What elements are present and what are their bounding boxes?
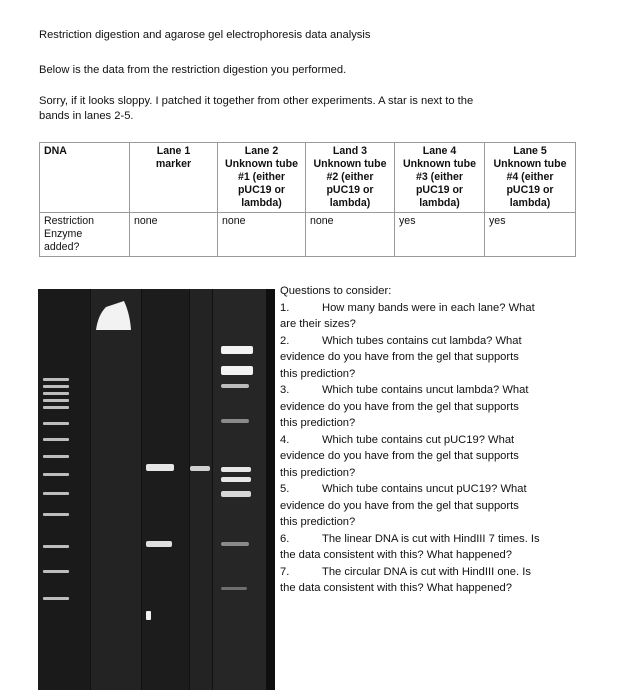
enzyme-header-line-2: Enzyme — [44, 228, 83, 240]
page-title: Restriction digestion and agarose gel electrophoresis data analysis — [39, 29, 371, 41]
lane-3-name: Land 3 — [332, 145, 368, 157]
lane-2-enzyme: none — [218, 213, 306, 257]
question-text: Which tube contains uncut pUC19? What — [322, 483, 527, 495]
question-text: the data consistent with this? What happened? — [280, 549, 512, 561]
lane-3-desc-3: pUC19 or — [326, 184, 374, 196]
question-text: evidence do you have from the gel that supports — [280, 499, 519, 512]
enzyme-header-line-3: added? — [44, 241, 80, 253]
lane-1-header — [130, 143, 218, 213]
question-text: The circular DNA is cut with HindIII one. Is — [322, 565, 531, 578]
question-text: evidence do you have from the gel that supports — [280, 400, 519, 413]
lane-4-desc-1: Unknown tube — [403, 158, 476, 170]
lane-2-desc-2: #1 (either — [237, 171, 286, 183]
intro-text: Below is the data from the restriction digestion you performed. — [39, 64, 347, 76]
question-text: the data consistent with this? What happened? — [280, 582, 512, 594]
enzyme-header-line-1: Restriction — [44, 215, 95, 227]
lane-5-desc-4: lambda) — [509, 197, 551, 209]
lane-4-desc-4: lambda) — [419, 197, 460, 209]
gel-photo — [38, 289, 275, 690]
enzyme-row — [40, 213, 576, 257]
lane-2-desc-4: lambda) — [241, 197, 282, 209]
lane-3-enzyme: none — [306, 213, 395, 257]
question-5 — [280, 481, 580, 531]
lane-3-band-2 — [146, 541, 172, 547]
lane-5-enzyme: yes — [485, 213, 576, 257]
question-6 — [280, 531, 580, 564]
lane-3-header — [306, 143, 395, 213]
lane-4-desc-3: pUC19 or — [415, 184, 464, 196]
question-text: evidence do you have from the gel that supports — [280, 351, 519, 363]
lane-4-band — [190, 466, 210, 471]
lane-3-desc-2: #2 (either — [326, 171, 374, 183]
question-number: 2. — [280, 334, 290, 347]
lane-2-header — [218, 143, 306, 213]
question-1 — [280, 300, 580, 333]
question-text: Which tube contains cut pUC19? What — [322, 433, 515, 446]
question-3 — [280, 382, 580, 432]
dna-row — [40, 143, 576, 213]
lane-5-header — [485, 143, 576, 213]
lane-1-enzyme: none — [130, 213, 218, 257]
gel-image — [38, 289, 275, 690]
question-number: 6. — [280, 532, 290, 545]
lane-4-name: Lane 4 — [422, 145, 457, 157]
lane-4-enzyme: yes — [395, 213, 485, 257]
lane-4-header — [395, 143, 485, 213]
lane-2-desc-3: pUC19 or — [237, 184, 286, 196]
question-number: 4. — [280, 433, 290, 446]
lane-1-desc: marker — [155, 158, 192, 170]
lane-5-desc-2: #4 (either — [506, 171, 554, 183]
question-text: this prediction? — [280, 516, 356, 528]
question-number: 3. — [280, 384, 290, 396]
question-text: Which tubes contains cut lambda? What — [322, 334, 522, 347]
lane-3-desc-4: lambda) — [329, 197, 371, 209]
lane-5-desc-1: Unknown tube — [493, 158, 567, 170]
lane-3-band-1 — [146, 464, 174, 471]
question-number: 7. — [280, 565, 290, 578]
question-text: this prediction? — [280, 417, 356, 429]
question-7 — [280, 564, 580, 597]
note-line-1: Sorry, if it looks sloppy. I patched it together from other experiments. A star is next to the — [39, 95, 474, 107]
questions-section — [280, 283, 580, 597]
dna-row-header: DNA — [40, 143, 130, 213]
question-text: How many bands were in each lane? What — [322, 301, 535, 314]
lane-4-desc-2: #3 (either — [415, 171, 464, 183]
question-2 — [280, 333, 580, 383]
question-text: this prediction? — [280, 466, 356, 479]
lane-2-name: Lane 2 — [244, 145, 279, 157]
question-text: evidence do you have from the gel that supports — [280, 450, 519, 462]
note-line-2: bands in lanes 2-5. — [39, 110, 134, 122]
question-text: Which tube contains uncut lambda? What — [322, 384, 529, 396]
lane-2-desc-1: Unknown tube — [225, 158, 298, 170]
lane-5-desc-3: pUC19 or — [506, 184, 554, 196]
question-text: this prediction? — [280, 367, 356, 380]
question-text: The linear DNA is cut with HindIII 7 times. Is — [322, 532, 540, 545]
lane-1-name: Lane 1 — [156, 145, 191, 157]
lane-3-desc-1: Unknown tube — [313, 158, 387, 170]
question-4 — [280, 432, 580, 482]
question-number: 5. — [280, 483, 290, 495]
enzyme-row-header — [40, 213, 130, 257]
lane-5-name: Lane 5 — [513, 145, 547, 157]
question-number: 1. — [280, 301, 290, 314]
lane-table — [39, 142, 576, 257]
question-text: are their sizes? — [280, 318, 356, 330]
lane-3-band-3 — [146, 611, 151, 620]
questions-heading: Questions to consider: — [280, 285, 392, 297]
